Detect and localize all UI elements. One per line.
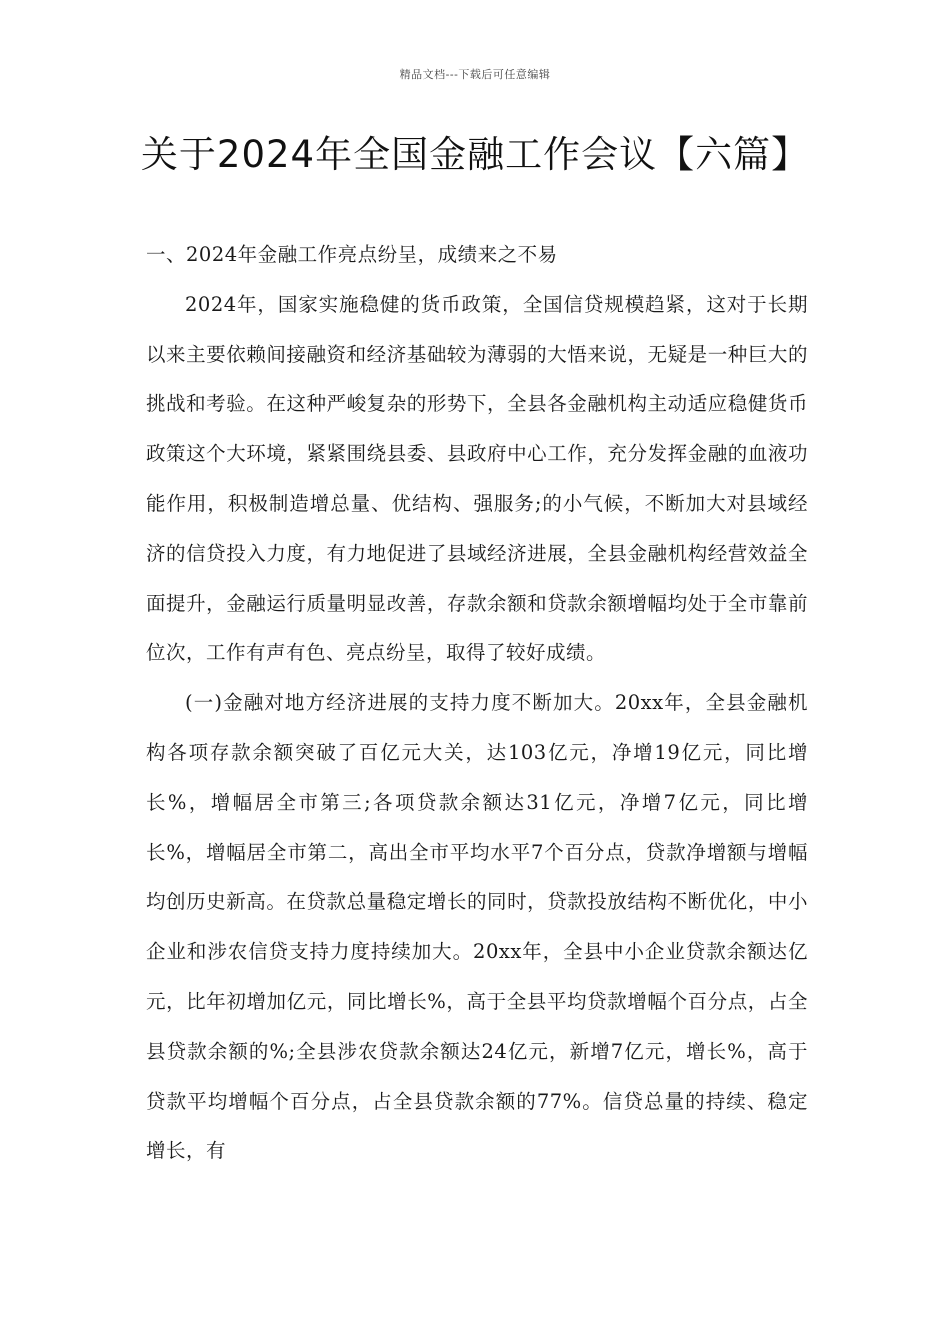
document-body	[146, 230, 808, 1176]
paragraph-2: (一)金融对地方经济进展的支持力度不断加大。20xx年，全县金融机构各项存款余额突破了百亿元大关，达103亿元，净增19亿元，同比增长%，增幅居全市第三;各项贷款余额达31亿元，净增7亿元，同比增长%，增幅居全市第二，高出全市平均水平7个百分点，贷款净增额与增幅均创历史新高。在贷款总量稳定增长的同时，贷款投放结构不断优化，中小企业和涉农信贷支持力度持续加大。20xx年，全县中小企业贷款余额达亿元，比年初增加亿元，同比增长%，高于全县平均贷款增幅个百分点，占全县贷款余额的%;全县涉农贷款余额达24亿元，新增7亿元，增长%，高于贷款平均增幅个百分点，占全县贷款余额的77%。信贷总量的持续、稳定增长，有	[146, 691, 808, 1163]
section-heading: 一、2024年金融工作亮点纷呈，成绩来之不易	[146, 243, 558, 266]
paragraph-1: 2024年，国家实施稳健的货币政策，全国信贷规模趋紧，这对于长期以来主要依赖间接融资和经济基础较为薄弱的大悟来说，无疑是一种巨大的挑战和考验。在这种严峻复杂的形势下，全县各金融机构主动适应稳健货币政策这个大环境，紧紧围绕县委、县政府中心工作，充分发挥金融的血液功能作用，积极制造增总量、优结构、强服务;的小气候，不断加大对县域经济的信贷投入力度，有力地促进了县域经济进展，全县金融机构经营效益全面提升，金融运行质量明显改善，存款余额和贷款余额增幅均处于全市靠前位次，工作有声有色、亮点纷呈，取得了较好成绩。	[146, 292, 808, 665]
header-note: 精品文档---下载后可任意编辑	[399, 68, 551, 81]
document-title: 关于2024年全国金融工作会议【六篇】	[140, 133, 810, 176]
